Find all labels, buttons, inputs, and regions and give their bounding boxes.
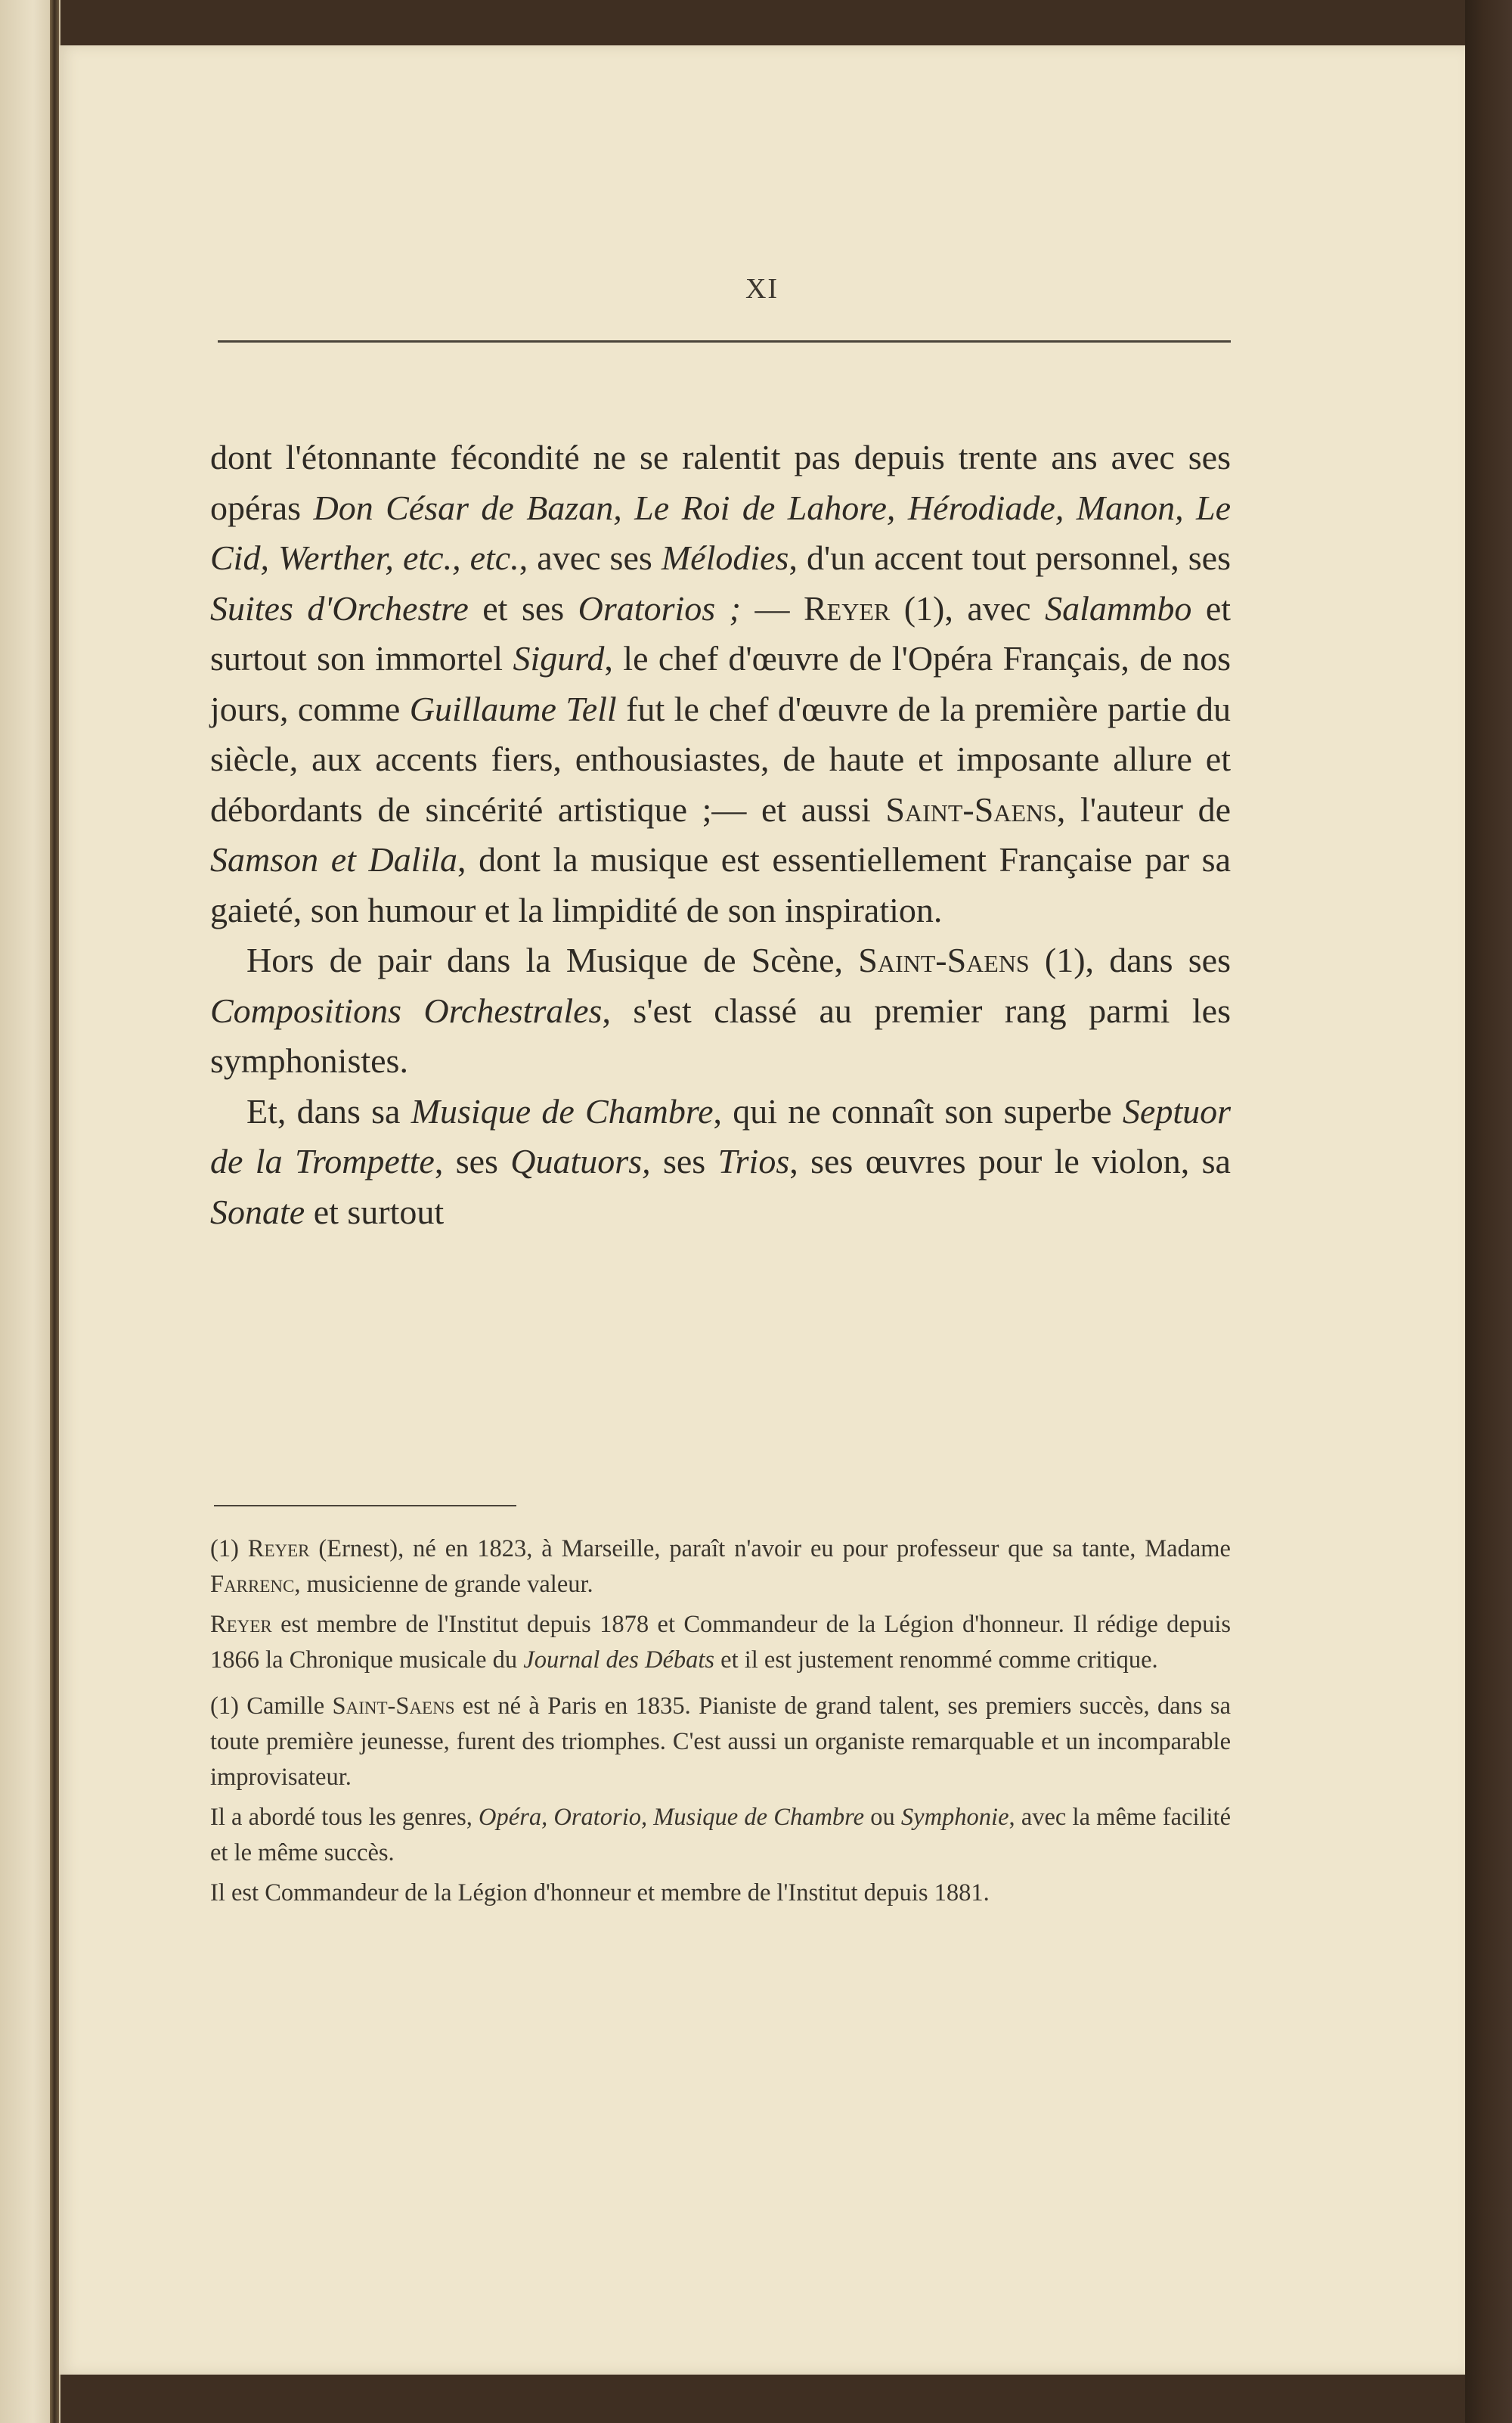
italic-run: Quatuors, xyxy=(510,1142,651,1180)
italic-run: Sigurd xyxy=(513,639,605,678)
italic-run: Salammbo xyxy=(1045,588,1192,628)
book-cover-edge xyxy=(1465,0,1512,2423)
italic-run: Guillaume Tell xyxy=(409,689,617,728)
text-run: ses xyxy=(650,1142,718,1180)
header-rule xyxy=(218,340,1231,343)
small-caps-run: Saint-Saens xyxy=(885,790,1057,829)
text-run: (1), dans ses xyxy=(1029,941,1231,979)
body-paragraph-3 xyxy=(210,1087,1231,1238)
italic-run: Oratorios ; xyxy=(578,588,741,628)
text-run: et il est justement renommé comme critique. xyxy=(714,1646,1158,1674)
italic-run: Opéra, Oratorio, Musique de Chambre xyxy=(479,1804,865,1831)
body-paragraph-2 xyxy=(210,935,1231,1087)
text-run: Hors de pair dans la Musique de Scène, xyxy=(246,941,859,979)
text-run: , ses œuvres pour le violon, sa xyxy=(789,1142,1231,1180)
text-run: , qui ne connaît son superbe xyxy=(713,1091,1123,1131)
text-run: Il est Commandeur de la Légion d'honneur et membre de l'Institut depuis 1881. xyxy=(210,1879,990,1906)
italic-run: Don César de Bazan, Le Roi de Lahore, Hérodiade, Manon, Le Cid, Werther, etc., etc. xyxy=(210,488,1231,577)
text-run: , ses xyxy=(434,1142,511,1180)
text-run: est né à Paris en 1835. Pianiste de grand talent, ses premiers succès, dans sa toute première jeunesse, furent des triomphes. C'est aussi un organiste remarquable et un incomparable improvisateur. xyxy=(210,1692,1231,1791)
text-run: , l'auteur de xyxy=(1056,790,1232,829)
text-run: ou xyxy=(864,1804,901,1831)
text-run: et surtout xyxy=(305,1192,445,1231)
text-run: Et, dans sa xyxy=(246,1091,411,1131)
text-run: , avec ses xyxy=(519,538,662,577)
footnotes xyxy=(210,1531,1231,1911)
text-run: , musicienne de grande valeur. xyxy=(294,1571,593,1598)
main-text xyxy=(210,433,1231,1237)
small-caps-run: Reyer xyxy=(803,588,891,628)
footnote-saint-saens xyxy=(210,1689,1231,1795)
text-run: , s'est classé au premier rang parmi les symphonistes. xyxy=(210,991,1231,1080)
italic-run: Samson et Dalila xyxy=(210,840,458,879)
page-number: XI xyxy=(745,273,779,305)
book-page xyxy=(59,45,1465,2375)
italic-run: Suites d'Orchestre xyxy=(210,588,469,628)
small-caps-run: Reyer xyxy=(210,1611,272,1638)
small-caps-run: Farrenc xyxy=(210,1571,295,1598)
book-gutter xyxy=(50,0,59,2423)
footnote-reyer xyxy=(210,1531,1231,1602)
text-run: dont l'étonnante fécondité ne se ralentit pas depuis trente ans avec ses opéras xyxy=(210,438,1231,527)
text-run: , d'un accent tout personnel, ses xyxy=(789,538,1231,577)
text-run: (1), avec xyxy=(890,588,1046,628)
text-run: , avec la même facilité et le même succès. xyxy=(210,1804,1231,1866)
text-run: est membre de l'Institut depuis 1878 et Commandeur de la Légion d'honneur. Il rédige depuis 1866 la Chronique musicale du xyxy=(210,1611,1231,1674)
text-run: Il a abordé tous les genres, xyxy=(210,1804,479,1831)
italic-run: Septuor de la Trompette xyxy=(210,1091,1232,1180)
text-run: — xyxy=(740,588,804,628)
text-run: (Ernest), né en 1823, à Marseille, paraît n'avoir eu pour professeur que sa tante, Madame xyxy=(309,1535,1231,1562)
small-caps-run: Saint-Saens xyxy=(332,1692,455,1720)
italic-run: Trios xyxy=(717,1142,790,1180)
italic-run: Musique de Chambre xyxy=(411,1091,714,1131)
text-run: fut le chef d'œuvre de la première partie du siècle, aux accents fiers, enthousiastes, de haute et imposante allure et débordants de sincérité artistique ;— et aussi xyxy=(210,689,1231,829)
footnote-saint-saens-genres xyxy=(210,1800,1231,1871)
text-run: , dont la musique est essentiellement Française par sa gaieté, son humour et la limpidité de son inspiration. xyxy=(210,840,1231,929)
footnote-saint-saens-honours xyxy=(210,1875,1231,1911)
italic-run: Symphonie xyxy=(900,1804,1009,1831)
text-run: et ses xyxy=(468,588,578,628)
italic-run: Sonate xyxy=(210,1192,305,1231)
italic-run: Mélodies xyxy=(661,538,789,577)
small-caps-run: Saint-Saens xyxy=(858,941,1030,979)
body-paragraph-1 xyxy=(210,433,1231,935)
italic-run: Journal des Débats xyxy=(523,1646,715,1674)
text-run: (1) Camille xyxy=(210,1692,333,1720)
text-run: et surtout son immortel xyxy=(210,588,1232,678)
footnote-rule xyxy=(214,1505,516,1506)
footnote-reyer-continued xyxy=(210,1607,1231,1678)
text-run: (1) xyxy=(210,1535,248,1562)
text-run: , le chef d'œuvre de l'Opéra Français, de nos jours, comme xyxy=(210,639,1231,728)
small-caps-run: Reyer xyxy=(247,1535,310,1562)
italic-run: Compositions Orchestrales xyxy=(210,991,603,1030)
